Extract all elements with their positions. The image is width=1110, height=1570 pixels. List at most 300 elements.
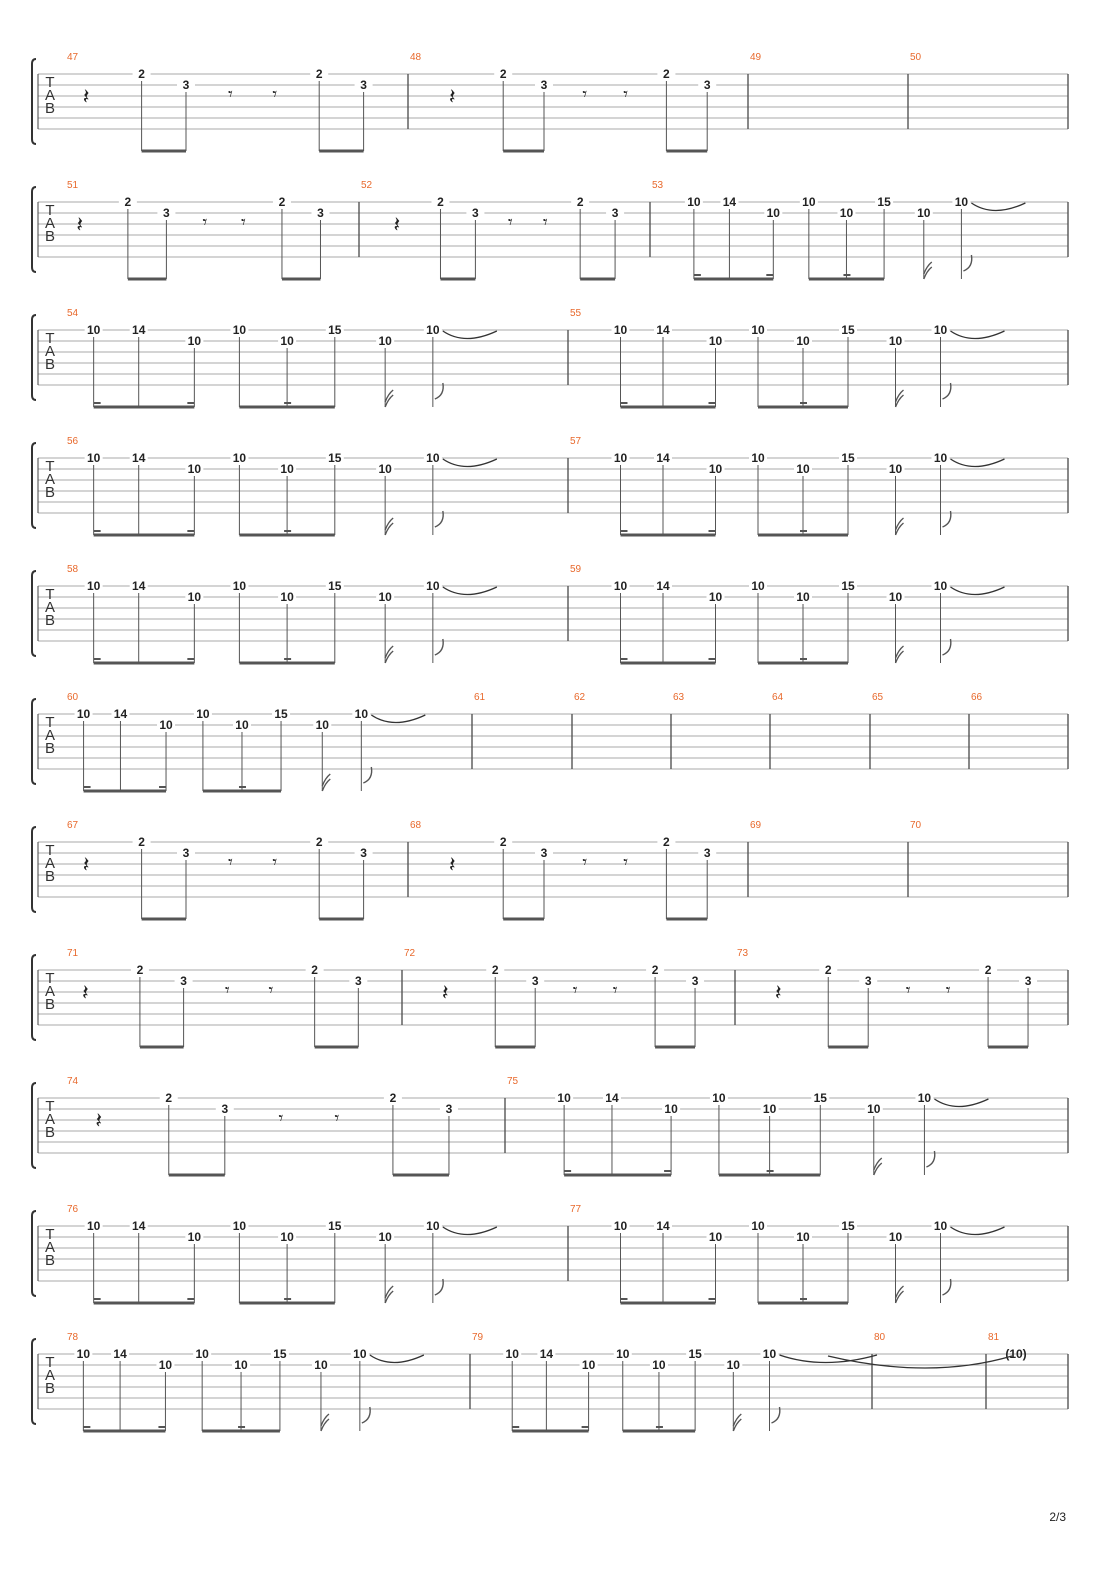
- note-flag: [385, 651, 393, 663]
- fret-number: 10: [708, 590, 723, 604]
- measure-number: 49: [750, 52, 762, 63]
- fret-number: 14: [656, 579, 670, 593]
- fret-number: 3: [540, 78, 548, 92]
- measure: [570, 436, 1005, 535]
- fret-number: 10: [613, 1219, 628, 1233]
- tab-system: [32, 52, 1068, 151]
- fret-number: 10: [802, 195, 816, 209]
- fret-number: 10: [888, 462, 903, 476]
- measure-number: 68: [410, 820, 422, 831]
- measure-number: 71: [67, 948, 79, 959]
- note-flag: [385, 523, 393, 535]
- quarter-rest: 𝄽: [82, 85, 90, 110]
- fret-number: 2: [311, 963, 318, 977]
- fret-number: 2: [437, 195, 444, 209]
- fret-number: 3: [1024, 974, 1032, 988]
- system-bracket: [32, 59, 36, 144]
- measure-number: 57: [570, 436, 582, 447]
- measure-number: 77: [570, 1204, 582, 1215]
- fret-number: 15: [841, 1219, 855, 1233]
- measure: [673, 692, 685, 703]
- measure: [507, 1076, 988, 1175]
- measure: [574, 692, 586, 703]
- tab-clef-letter: T: [45, 1226, 55, 1243]
- tie: [443, 587, 497, 595]
- measure: [67, 1076, 458, 1175]
- tab-clef-letter: A: [44, 599, 56, 616]
- tab-clef-letter: A: [44, 727, 56, 744]
- fret-number: 15: [328, 323, 342, 337]
- fret-number: 10: [616, 1347, 630, 1361]
- tie: [443, 459, 497, 467]
- fret-number: 10: [933, 579, 948, 593]
- eighth-rest: 𝄾: [582, 84, 588, 105]
- fret-number: 10: [867, 1102, 881, 1116]
- fret-number: 14: [539, 1347, 554, 1361]
- tab-clef-letter: T: [45, 714, 55, 731]
- measure-number: 64: [772, 692, 784, 703]
- measure: [737, 948, 1037, 1047]
- fret-number: 10: [378, 462, 392, 476]
- fret-number: 10: [796, 590, 810, 604]
- fret-number: 10: [280, 334, 294, 348]
- measure: [67, 436, 497, 535]
- tie: [951, 587, 1005, 595]
- fret-number: 10: [353, 1347, 367, 1361]
- fret-number: 10: [917, 1091, 932, 1105]
- fret-number: 10: [762, 1102, 777, 1116]
- measure: [971, 692, 983, 703]
- note-flag: [896, 523, 904, 535]
- system-bracket: [32, 443, 36, 528]
- fret-number: 10: [86, 579, 101, 593]
- fret-number: 10: [196, 707, 210, 721]
- fret-number: 3: [180, 974, 187, 988]
- fret-number: 3: [531, 974, 539, 988]
- measure-number: 61: [474, 692, 486, 703]
- quarter-rest: 𝄽: [82, 853, 90, 878]
- fret-number: 10: [613, 579, 628, 593]
- tab-system: [32, 1332, 1068, 1431]
- tab-clef-letter: T: [45, 1354, 55, 1371]
- tab-clef-letter: B: [44, 1124, 56, 1141]
- fret-number: 3: [221, 1102, 229, 1116]
- fret-number: 10: [557, 1091, 571, 1105]
- quarter-rest: 𝄽: [95, 1109, 103, 1134]
- measure-number: 63: [673, 692, 685, 703]
- eighth-rest: 𝄾: [202, 212, 208, 233]
- quarter-rest: 𝄽: [448, 853, 456, 878]
- measure-number: 72: [404, 948, 416, 959]
- quarter-rest: 𝄽: [441, 981, 449, 1006]
- fret-number: 10: [751, 451, 765, 465]
- measure: [772, 692, 784, 703]
- measure: [67, 52, 373, 151]
- fret-number: 2: [499, 67, 507, 81]
- tie: [951, 459, 1005, 467]
- tab-clef-letter: B: [44, 996, 56, 1013]
- measure: [750, 820, 762, 831]
- fret-number: 10: [232, 451, 247, 465]
- measure-number: 47: [67, 52, 79, 63]
- fret-number: 14: [132, 1219, 146, 1233]
- quarter-rest: 𝄽: [76, 213, 84, 238]
- system-bracket: [32, 187, 36, 272]
- fret-number: 3: [540, 846, 548, 860]
- fret-number: 10: [159, 718, 173, 732]
- fret-number: 10: [426, 451, 440, 465]
- fret-number: 10: [86, 323, 101, 337]
- fret-number: 15: [841, 451, 855, 465]
- fret-number: 3: [360, 846, 367, 860]
- eighth-rest: 𝄾: [612, 980, 618, 1001]
- measure-number: 60: [67, 692, 79, 703]
- fret-number: 3: [864, 974, 872, 988]
- measure: [474, 692, 486, 703]
- fret-number: 15: [328, 451, 342, 465]
- measure-number: 80: [874, 1332, 886, 1343]
- fret-number: 2: [165, 1091, 173, 1105]
- fret-number: 2: [138, 835, 145, 849]
- fret-number: 15: [328, 579, 342, 593]
- fret-number: 2: [136, 963, 144, 977]
- fret-number: 2: [824, 963, 832, 977]
- eighth-rest: 𝄾: [623, 84, 628, 105]
- tab-clef-letter: B: [44, 740, 56, 757]
- fret-number: 15: [273, 1347, 287, 1361]
- measure-number: 78: [67, 1332, 79, 1343]
- tab-clef-letter: A: [44, 471, 56, 488]
- fret-number: 15: [841, 579, 855, 593]
- tab-clef-letter: A: [44, 1367, 56, 1384]
- measure-number: 51: [67, 180, 79, 191]
- measure: [750, 52, 762, 63]
- eighth-rest: 𝄾: [905, 980, 911, 1001]
- fret-number: 14: [132, 323, 146, 337]
- measure: [67, 692, 425, 791]
- tab-clef-letter: T: [45, 970, 55, 987]
- fret-number: 14: [656, 451, 670, 465]
- tie: [370, 1355, 424, 1363]
- measure: [361, 180, 624, 279]
- fret-number: 2: [576, 195, 584, 209]
- measure: [652, 180, 1025, 279]
- fret-number: 10: [796, 462, 810, 476]
- fret-number: 3: [360, 78, 367, 92]
- measure-number: 65: [872, 692, 884, 703]
- system-bracket: [32, 571, 36, 656]
- fret-number: 14: [113, 1347, 127, 1361]
- tie: [934, 1099, 988, 1107]
- eighth-rest: 𝄾: [228, 84, 233, 105]
- tie: [971, 203, 1025, 211]
- fret-number: 2: [278, 195, 286, 209]
- fret-number: 10: [314, 1358, 328, 1372]
- fret-number: 10: [664, 1102, 678, 1116]
- fret-number: 10: [652, 1358, 666, 1372]
- note-flag: [733, 1419, 741, 1431]
- fret-number: 3: [317, 206, 324, 220]
- fret-number: 10: [426, 579, 440, 593]
- measure-number: 70: [910, 820, 922, 831]
- tab-system: [32, 1076, 1068, 1175]
- measure: [410, 52, 716, 151]
- fret-number: 10: [378, 1230, 392, 1244]
- tab-clef-letter: T: [45, 202, 55, 219]
- fret-number: 10: [195, 1347, 209, 1361]
- page-number: 2/3: [1049, 1510, 1066, 1524]
- measure-number: 79: [472, 1332, 484, 1343]
- fret-number: 3: [182, 78, 190, 92]
- measure: [570, 564, 1005, 663]
- quarter-rest: 𝄽: [774, 981, 782, 1006]
- tab-clef-letter: B: [44, 228, 56, 245]
- fret-number: 2: [315, 835, 323, 849]
- fret-number: 15: [877, 195, 891, 209]
- fret-number: 2: [663, 835, 670, 849]
- measure-number: 48: [410, 52, 422, 63]
- note-flag: [896, 395, 904, 407]
- eighth-rest: 𝄾: [278, 1108, 284, 1129]
- fret-number: 14: [605, 1091, 619, 1105]
- fret-number: 10: [954, 195, 969, 209]
- fret-number: 10: [708, 462, 723, 476]
- tab-system: [32, 180, 1068, 279]
- note-flag: [321, 1419, 329, 1431]
- measure-number: 55: [570, 308, 582, 319]
- tab-clef-letter: T: [45, 458, 55, 475]
- measure-number: 59: [570, 564, 582, 575]
- eighth-rest: 𝄾: [228, 852, 233, 873]
- measure: [910, 52, 922, 63]
- fret-number: 10: [232, 579, 247, 593]
- tie: [951, 1227, 1005, 1235]
- tab-clef-letter: B: [44, 356, 56, 373]
- fret-number: 14: [656, 1219, 670, 1233]
- tie: [951, 331, 1005, 339]
- fret-number: 14: [656, 323, 670, 337]
- fret-number: 10: [751, 579, 765, 593]
- fret-number: 2: [491, 963, 499, 977]
- fret-number: 10: [505, 1347, 519, 1361]
- note-flag: [896, 1291, 904, 1303]
- fret-number: 10: [708, 334, 723, 348]
- eighth-rest: 𝄾: [572, 980, 578, 1001]
- quarter-rest: 𝄽: [448, 85, 456, 110]
- tab-system: [32, 1204, 1068, 1303]
- fret-number: 10: [613, 451, 628, 465]
- tab-clef-letter: B: [44, 1252, 56, 1269]
- tab-system: [32, 820, 1068, 919]
- fret-number: 10: [232, 1219, 247, 1233]
- measure-number: 74: [67, 1076, 79, 1087]
- eighth-rest: 𝄾: [945, 980, 951, 1001]
- fret-number: 10: [234, 1358, 248, 1372]
- fret-number: 3: [611, 206, 619, 220]
- fret-number: 10: [839, 206, 854, 220]
- measure: [410, 820, 716, 919]
- fret-number: 10: [726, 1358, 740, 1372]
- note-flag: [385, 395, 393, 407]
- fret-number: 10: [933, 451, 948, 465]
- measure: [570, 308, 1005, 407]
- fret-number: 10: [751, 1219, 765, 1233]
- long-tie: [828, 1356, 1012, 1368]
- fret-number: 10: [796, 334, 810, 348]
- tab-clef-letter: T: [45, 842, 55, 859]
- fret-number: 15: [274, 707, 288, 721]
- fret-number: 14: [132, 451, 146, 465]
- fret-number: 10: [378, 590, 392, 604]
- measure-number: 66: [971, 692, 983, 703]
- tie: [371, 715, 425, 723]
- fret-number: 10: [933, 323, 948, 337]
- eighth-rest: 𝄾: [241, 212, 246, 233]
- fret-number: 3: [445, 1102, 453, 1116]
- fret-number: 10: [315, 718, 329, 732]
- tab-clef-letter: A: [44, 1111, 56, 1128]
- measure: [67, 564, 497, 663]
- fret-number: 10: [280, 590, 294, 604]
- fret-number: 15: [841, 323, 855, 337]
- fret-number: 14: [722, 195, 737, 209]
- fret-number: 10: [888, 334, 903, 348]
- fret-number: 14: [113, 707, 128, 721]
- measure-number: 56: [67, 436, 79, 447]
- measure: [67, 308, 497, 407]
- tie: [443, 331, 497, 339]
- measure-number: 50: [910, 52, 922, 63]
- fret-number: 3: [163, 206, 170, 220]
- fret-number: 3: [691, 974, 699, 988]
- measure: [67, 1332, 424, 1431]
- fret-number: 2: [138, 67, 145, 81]
- measure-number: 75: [507, 1076, 519, 1087]
- fret-number: 10: [708, 1230, 723, 1244]
- tie: [443, 1227, 497, 1235]
- note-flag: [924, 267, 932, 279]
- eighth-rest: 𝄾: [272, 852, 278, 873]
- fret-number: 10: [888, 590, 903, 604]
- fret-number: 2: [389, 1091, 397, 1105]
- eighth-rest: 𝄾: [623, 852, 628, 873]
- note-flag: [322, 779, 330, 791]
- tab-clef-letter: A: [44, 343, 56, 360]
- fret-number: 10: [354, 707, 369, 721]
- fret-number: 10: [762, 1347, 777, 1361]
- measure: [67, 1204, 497, 1303]
- fret-number: 10: [378, 334, 392, 348]
- fret-number: 10: [187, 462, 202, 476]
- tab-clef-letter: B: [44, 100, 56, 117]
- tab-system: [32, 564, 1068, 663]
- measure: [67, 948, 367, 1047]
- tab-clef-letter: A: [44, 983, 56, 1000]
- fret-number: 3: [703, 78, 711, 92]
- tab-clef-letter: A: [44, 87, 56, 104]
- fret-number: 2: [984, 963, 992, 977]
- measure-number: 81: [988, 1332, 1000, 1343]
- fret-number: 10: [280, 1230, 294, 1244]
- fret-number: 10: [426, 323, 440, 337]
- fret-number: 15: [688, 1347, 702, 1361]
- tab-clef-letter: B: [44, 484, 56, 501]
- fret-number: 3: [354, 974, 362, 988]
- quarter-rest: 𝄽: [81, 981, 89, 1006]
- tab-clef-letter: A: [44, 215, 56, 232]
- measure: [67, 820, 373, 919]
- fret-number: 3: [182, 846, 190, 860]
- tab-clef-letter: T: [45, 1098, 55, 1115]
- tab-system: [32, 436, 1068, 535]
- fret-number: 10: [158, 1358, 173, 1372]
- fret-number: 2: [499, 835, 507, 849]
- fret-number: 10: [76, 1347, 91, 1361]
- fret-number: 15: [328, 1219, 342, 1233]
- fret-number: 10: [766, 206, 780, 220]
- fret-number: 15: [813, 1091, 827, 1105]
- measure: [570, 1204, 1005, 1303]
- tab-system: [32, 948, 1068, 1047]
- fret-number: 10: [426, 1219, 440, 1233]
- measure: [874, 1332, 886, 1343]
- measure-number: 69: [750, 820, 762, 831]
- measure: [472, 1332, 877, 1431]
- fret-number: 10: [76, 707, 91, 721]
- measure-number: 76: [67, 1204, 79, 1215]
- tab-clef-letter: A: [44, 1239, 56, 1256]
- fret-number: 10: [86, 1219, 101, 1233]
- fret-number: 10: [796, 1230, 810, 1244]
- note-flag: [385, 1291, 393, 1303]
- fret-number: 10: [232, 323, 247, 337]
- measure-number: 73: [737, 948, 749, 959]
- tab-clef-letter: B: [44, 612, 56, 629]
- fret-number: 10: [235, 718, 249, 732]
- eighth-rest: 𝄾: [582, 852, 588, 873]
- system-bracket: [32, 1211, 36, 1296]
- fret-number: 10: [933, 1219, 948, 1233]
- tab-system: [32, 308, 1068, 407]
- tab-clef-letter: A: [44, 855, 56, 872]
- fret-number: 3: [472, 206, 479, 220]
- fret-number: 2: [663, 67, 670, 81]
- quarter-rest: 𝄽: [393, 213, 401, 238]
- measure-number: 62: [574, 692, 586, 703]
- fret-number: 10: [187, 590, 202, 604]
- fret-number: 10: [917, 206, 931, 220]
- fret-number: 10: [751, 323, 765, 337]
- fret-number: 10: [86, 451, 101, 465]
- fret-number: 10: [187, 1230, 202, 1244]
- eighth-rest: 𝄾: [542, 212, 548, 233]
- measure: [404, 948, 704, 1047]
- system-bracket: [32, 1083, 36, 1168]
- fret-number: 10: [581, 1358, 596, 1372]
- measure-number: 67: [67, 820, 79, 831]
- eighth-rest: 𝄾: [507, 212, 513, 233]
- system-bracket: [32, 827, 36, 912]
- tab-clef-letter: T: [45, 330, 55, 347]
- measure-number: 58: [67, 564, 79, 575]
- eighth-rest: 𝄾: [268, 980, 274, 1001]
- system-bracket: [32, 955, 36, 1040]
- measure-number: 54: [67, 308, 79, 319]
- tab-clef-letter: B: [44, 1380, 56, 1397]
- fret-number: 10: [888, 1230, 903, 1244]
- note-flag: [874, 1163, 882, 1175]
- eighth-rest: 𝄾: [272, 84, 278, 105]
